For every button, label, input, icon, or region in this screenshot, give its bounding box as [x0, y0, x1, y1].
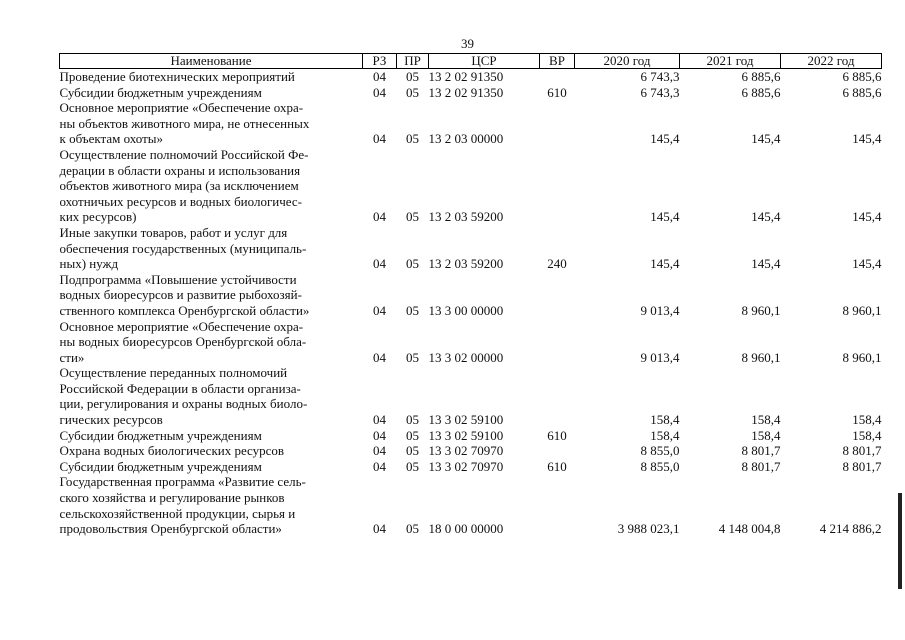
- cell-2020: 6 743,3: [640, 84, 680, 100]
- cell-csr: 13 3 02 00000: [428, 349, 504, 365]
- cell-rz: 04: [373, 209, 386, 225]
- cell-rz: 04: [373, 256, 386, 272]
- cell-pr: 05: [406, 302, 419, 318]
- cell-2021: 145,4: [751, 209, 781, 225]
- cell-csr: 13 2 03 00000: [428, 131, 504, 147]
- cell-pr: 05: [406, 443, 419, 459]
- cell-name: Осуществление полномочий Российской Фе- дерации в области охраны и использования объектов животного мира (за исключением охотничьих ресурсов и водных биологичес- ких ресурсов): [59, 146, 309, 225]
- cell-2021: 158,4: [751, 412, 781, 428]
- cell-pr: 05: [406, 209, 419, 225]
- cell-2020: 8 855,0: [640, 458, 680, 474]
- cell-2020: 158,4: [650, 412, 680, 428]
- cell-2020: 9 013,4: [640, 349, 680, 365]
- table-row: [60, 100, 882, 147]
- cell-2020: 8 855,0: [640, 443, 680, 459]
- cell-vr: [540, 147, 575, 225]
- cell-2022: 145,4: [852, 131, 882, 147]
- cell-name: Охрана водных биологических ресурсов: [59, 443, 285, 459]
- cell-name: Основное мероприятие «Обеспечение охра- ны водных биоресурсов Оренбургской обла- сти»: [59, 318, 307, 365]
- cell-vr: [540, 365, 575, 427]
- header-2021: 2021 год: [680, 54, 781, 69]
- cell-pr: 05: [406, 412, 419, 428]
- cell-vr: [540, 319, 575, 366]
- cell-pr: 05: [406, 131, 419, 147]
- cell-name: Основное мероприятие «Обеспечение охра- ны объектов животного мира, не отнесенных к объектам охоты»: [59, 100, 310, 147]
- cell-2022: 145,4: [852, 256, 882, 272]
- cell-2021: 4 148 004,8: [718, 521, 781, 537]
- header-2020: 2020 год: [575, 54, 680, 69]
- cell-2022: 145,4: [852, 209, 882, 225]
- header-vr: ВР: [540, 54, 575, 69]
- cell-2022: 158,4: [852, 427, 882, 443]
- cell-vr: [540, 443, 575, 459]
- cell-2022: 4 214 886,2: [819, 521, 882, 537]
- cell-2020: 3 988 023,1: [617, 521, 680, 537]
- cell-csr: 13 2 02 91350: [428, 69, 504, 84]
- cell-rz: 04: [373, 427, 386, 443]
- cell-pr: 05: [406, 256, 419, 272]
- cell-2020: 145,4: [650, 131, 680, 147]
- table-row: [60, 319, 882, 366]
- scan-margin-mark: [898, 493, 902, 589]
- cell-2020: 9 013,4: [640, 302, 680, 318]
- table-header-row: [60, 54, 882, 69]
- cell-2021: 8 801,7: [741, 458, 781, 474]
- cell-2020: 145,4: [650, 209, 680, 225]
- cell-rz: 04: [373, 84, 386, 100]
- cell-2021: 158,4: [751, 427, 781, 443]
- cell-2022: 158,4: [852, 412, 882, 428]
- cell-2021: 145,4: [751, 256, 781, 272]
- table-row: [60, 225, 882, 272]
- cell-2021: 145,4: [751, 131, 781, 147]
- cell-2022: 8 801,7: [842, 458, 882, 474]
- cell-pr: 05: [406, 349, 419, 365]
- cell-2020: 6 743,3: [640, 69, 680, 84]
- cell-name: Государственная программа «Развитие сель- ского хозяйства и регулирование рынков сельскохозяйственной продукции, сырья и продовольствия Оренбургской области»: [59, 474, 306, 537]
- cell-csr: 13 3 02 70970: [428, 458, 504, 474]
- header-2022: 2022 год: [781, 54, 882, 69]
- cell-pr: 05: [406, 458, 419, 474]
- cell-name: Иные закупки товаров, работ и услуг для обеспечения государственных (муниципаль- ных) нужд: [59, 224, 307, 272]
- table-row: [60, 365, 882, 427]
- cell-name: Субсидии бюджетным учреждениям: [59, 427, 262, 443]
- header-name: Наименование: [60, 54, 363, 69]
- cell-csr: 13 2 02 91350: [428, 84, 504, 100]
- cell-vr: [540, 100, 575, 147]
- cell-vr: 610: [547, 84, 567, 100]
- cell-2022: 6 885,6: [842, 69, 882, 84]
- cell-name: Проведение биотехнических мероприятий: [59, 69, 295, 84]
- table-body: [60, 69, 882, 537]
- cell-name: Субсидии бюджетным учреждениям: [59, 84, 262, 100]
- cell-2021: 8 801,7: [741, 443, 781, 459]
- table-row: [60, 69, 882, 85]
- cell-rz: 04: [373, 131, 386, 147]
- table-row: [60, 443, 882, 459]
- header-rz: РЗ: [363, 54, 397, 69]
- cell-2021: 8 960,1: [741, 302, 781, 318]
- cell-pr: 05: [406, 427, 419, 443]
- table-row: [60, 428, 882, 444]
- cell-csr: 13 3 02 70970: [428, 443, 504, 459]
- cell-2021: 6 885,6: [741, 84, 781, 100]
- cell-2020: 158,4: [650, 427, 680, 443]
- cell-csr: 13 3 00 00000: [428, 302, 504, 318]
- cell-2020: 145,4: [650, 256, 680, 272]
- header-csr: ЦСР: [429, 54, 540, 69]
- cell-2022: 8 960,1: [842, 302, 882, 318]
- cell-rz: 04: [373, 443, 386, 459]
- table-row: [60, 272, 882, 319]
- cell-csr: 13 2 03 59200: [428, 209, 504, 225]
- cell-rz: 04: [373, 302, 386, 318]
- cell-pr: 05: [406, 69, 419, 84]
- cell-vr: 610: [547, 458, 567, 474]
- table-row: [60, 474, 882, 536]
- budget-table: [59, 53, 882, 537]
- cell-csr: 18 0 00 00000: [428, 521, 504, 537]
- cell-vr: 610: [547, 427, 567, 443]
- cell-rz: 04: [373, 412, 386, 428]
- cell-rz: 04: [373, 69, 386, 84]
- page-number: 39: [461, 36, 474, 51]
- cell-2022: 8 960,1: [842, 349, 882, 365]
- cell-2022: 6 885,6: [842, 84, 882, 100]
- header-pr: ПР: [397, 54, 429, 69]
- cell-rz: 04: [373, 349, 386, 365]
- cell-name: Подпрограмма «Повышение устойчивости водных биоресурсов и развитие рыбохозяй- ственного комплекса Оренбургской области»: [59, 271, 310, 318]
- cell-vr: [540, 69, 575, 85]
- cell-vr: 240: [547, 256, 567, 272]
- cell-csr: 13 2 03 59200: [428, 256, 504, 272]
- table-row: [60, 459, 882, 475]
- cell-pr: 05: [406, 521, 419, 537]
- cell-2022: 8 801,7: [842, 443, 882, 459]
- cell-pr: 05: [406, 84, 419, 100]
- table-row: [60, 147, 882, 225]
- cell-name: Субсидии бюджетным учреждениям: [59, 458, 262, 474]
- cell-vr: [540, 272, 575, 319]
- cell-csr: 13 3 02 59100: [428, 412, 504, 428]
- cell-vr: [540, 474, 575, 536]
- cell-2021: 8 960,1: [741, 349, 781, 365]
- cell-rz: 04: [373, 521, 386, 537]
- cell-csr: 13 3 02 59100: [428, 427, 504, 443]
- cell-2021: 6 885,6: [741, 69, 781, 84]
- cell-rz: 04: [373, 458, 386, 474]
- table-row: [60, 85, 882, 101]
- cell-name: Осуществление переданных полномочий Российской Федерации в области организа- ции, регулирования и охраны водных биоло- гических ресурсов: [59, 365, 308, 428]
